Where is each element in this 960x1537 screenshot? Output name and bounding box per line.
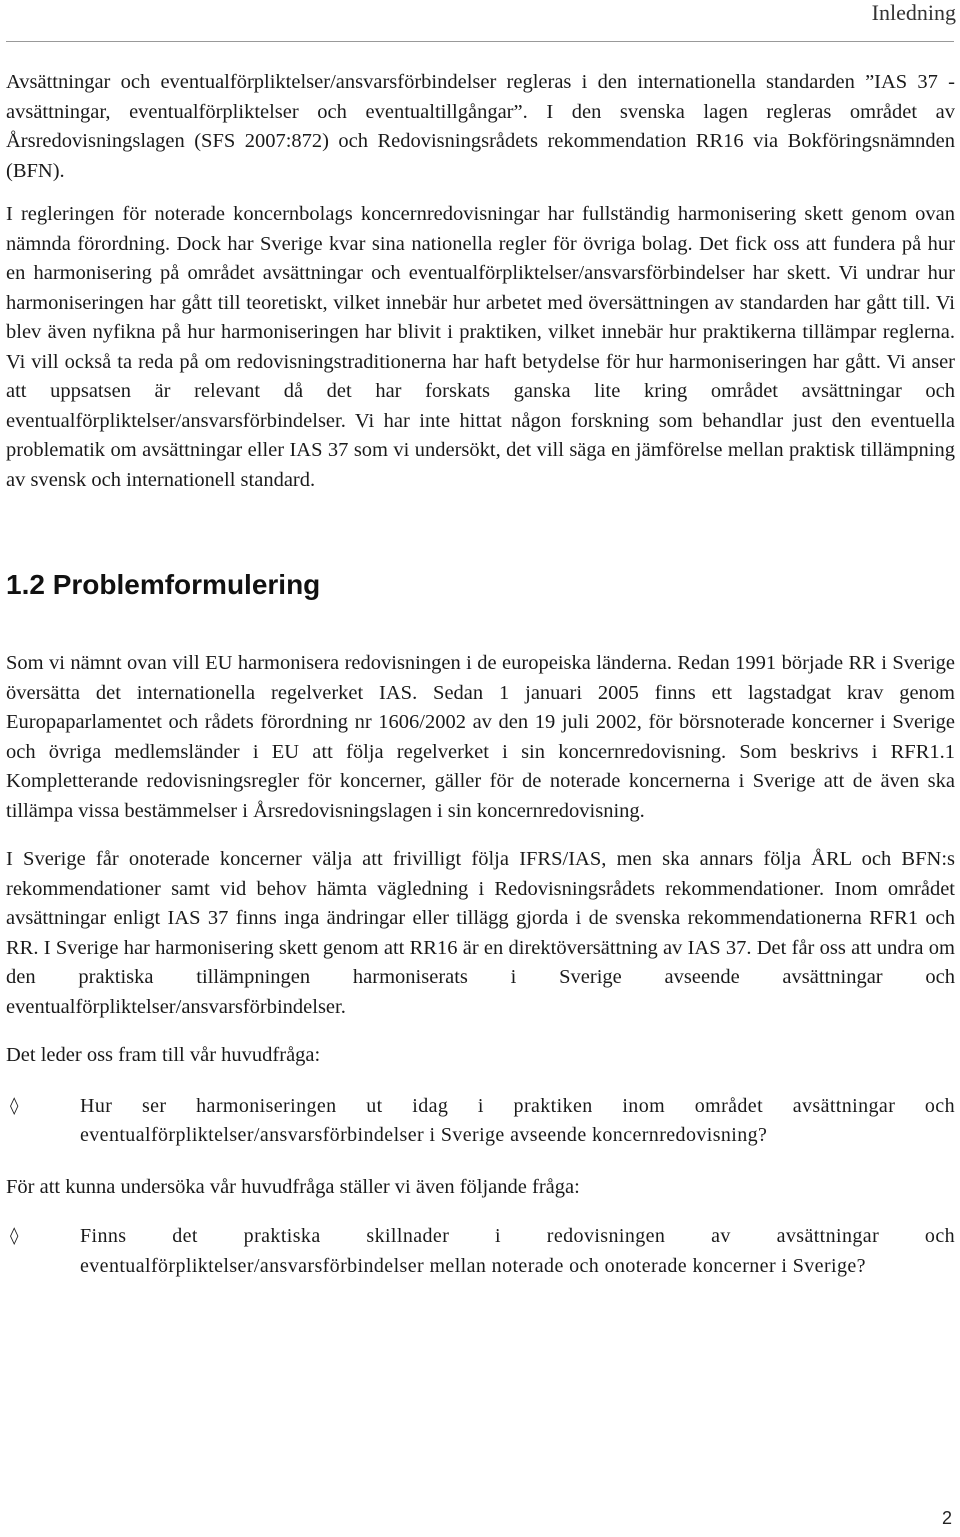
- paragraph-eu-harmonisering: Som vi nämnt ovan vill EU harmonisera redovisningen i de europeiska länderna. Redan 1991 började RR i Sverige översätta det internationella regelverket IAS. Sedan 1 januari 2005 finns ett lagstadgat krav genom Europaparlamentet och rådets förordning nr 1606/2002 av den 19 juli 2002, för börsnoterade koncerner i Sverige och övriga medlemsländer i EU att följa regelverket i sin koncernredovisning. Som beskrivs i RFR1.1 Kompletterande redovisningsregler för koncerner, gäller för de noterade koncernerna i Sverige att de även ska tillämpa vissa bestämmelser i Årsredovisningslagen i sin koncernredovisning.: [6, 652, 955, 822]
- main-question-text: Hur ser harmoniseringen ut idag i praktiken inom området avsättningar och eventualförpliktelser/ansvarsförbindelser i Sverige avseende koncernredovisning?: [80, 1094, 955, 1146]
- page-number: 2: [941, 1508, 952, 1528]
- paragraph-harmonisering: I regleringen för noterade koncernbolags koncernredovisningar har fullständig harmonisering skett genom ovan nämnda förordning. Dock har Sverige kvar sina nationella regler för övriga bolag. Det fick oss att fundera på hur en harmonisering på området avsättningar och eventualförpliktelser/ansvarsförbindelser har skett. Vi undrar hur harmoniseringen har gått till teoretiskt, vilket innebär hur arbetet med översättningen av standarden har gått till. Vi blev även nyfikna på hur harmoniseringen har blivit i praktiken, vilket innebär hur praktikerna tillämpar reglerna. Vi vill också ta reda på om redovisningstraditionerna har haft betydelse för hur harmoniseringen har gått. Vi anser att uppsatsen är relevant då det har forskats ganska lite kring området avsättningar och eventualförpliktelser/ansvarsförbindelser. Vi har inte hittat någon forskning som behandlar just den eventuella problematik om avsättningar eller IAS 37 som vi undersökt, det vill säga en jämförelse mellan praktisk tillämpning av svensk och internationell standard.: [6, 203, 955, 491]
- sub-question-text: Finns det praktiska skillnader i redovisningen av avsättningar och eventualförpliktelser/ansvarsförbindelser mellan noterade och onoterade koncerner i Sverige?: [80, 1225, 955, 1277]
- paragraph-delfraga-intro: För att kunna undersöka vår huvudfråga ställer vi även följande fråga:: [6, 1175, 580, 1198]
- paragraph-onoterade-koncerner: I Sverige får onoterade koncerner välja att frivilligt följa IFRS/IAS, men ska annars följa ÅRL och BFN:s rekommendationer samt vid behov hämta vägledning i Redovisningsrådets rekommendationer. Inom området avsättningar enligt IAS 37 finns inga ändringar eller tillägg gjorda i de svenska rekommendationerna RFR1 och RR. I Sverige har harmonisering skett genom att RR16 är en direktöversättning av IAS 37. Det får oss att undra om den praktiska tillämpningen harmoniserats i Sverige avseende avsättningar och eventualförpliktelser/ansvarsförbindelser.: [6, 848, 955, 1018]
- section-heading: 1.2 Problemformulering: [6, 569, 321, 600]
- paragraph-ias37-intro: Avsättningar och eventualförpliktelser/ansvarsförbindelser regleras i den internationella standarden ”IAS 37 - avsättningar, eventualförpliktelser och eventualtillgångar”. I den svenska lagen regleras området av Årsredovisningslagen (SFS 2007:872) och Redovisningsrådets rekommendation RR16 via Bokföringsnämnden (BFN).: [6, 71, 955, 182]
- header-divider: [6, 41, 954, 42]
- page-body: [6, 68, 955, 1281]
- diamond-bullet-icon: ◊: [10, 1226, 19, 1246]
- main-question: [6, 1092, 955, 1151]
- diamond-bullet-icon: ◊: [10, 1095, 19, 1116]
- paragraph-huvudfraga-intro: Det leder oss fram till vår huvudfråga:: [6, 1044, 321, 1066]
- sub-question: [6, 1222, 955, 1281]
- running-header: Inledning: [871, 0, 956, 25]
